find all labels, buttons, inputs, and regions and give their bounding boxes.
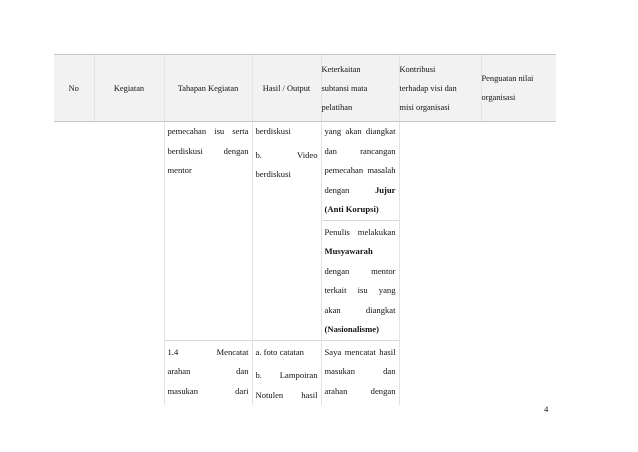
table-header-row: [54, 55, 556, 122]
tahapan-cell: 1.4 Mencatat arahan dan masukan dari: [164, 340, 252, 405]
page-number: 4: [544, 404, 549, 414]
table-row: [54, 340, 556, 405]
header-keterkaitan: Keterkaitan subtansi mata pelatihan: [321, 55, 399, 122]
activity-table: [54, 54, 556, 405]
header-hasil: Hasil / Output: [252, 55, 321, 122]
hasil-cell: a. foto catatan b. Lampoiran Notulen hasil: [252, 340, 321, 405]
header-kegiatan: Kegiatan: [94, 55, 164, 122]
header-no: No: [54, 55, 94, 122]
keterkaitan-cell: Penulis melakukan Musyawarah dengan mentor terkait isu yang akan diangkat (Nasionalisme): [321, 220, 399, 340]
header-tahapan: Tahapan Kegiatan: [164, 55, 252, 122]
keterkaitan-cell: Saya mencatat hasil masukan dan arahan dengan: [321, 340, 399, 405]
table-row: [54, 122, 556, 221]
header-penguatan: Penguatan nilai organisasi: [481, 55, 556, 122]
hasil-cell: berdiskusi b. Video berdiskusi: [252, 122, 321, 221]
header-kontribusi: Kontribusi terhadap visi dan misi organisasi: [399, 55, 481, 122]
tahapan-cell: pemecahan isu serta berdiskusi dengan mentor: [164, 122, 252, 221]
keterkaitan-cell: yang akan diangkat dan rancangan pemecahan masalah dengan Jujur (Anti Korupsi): [321, 122, 399, 221]
table-row: [54, 220, 556, 340]
